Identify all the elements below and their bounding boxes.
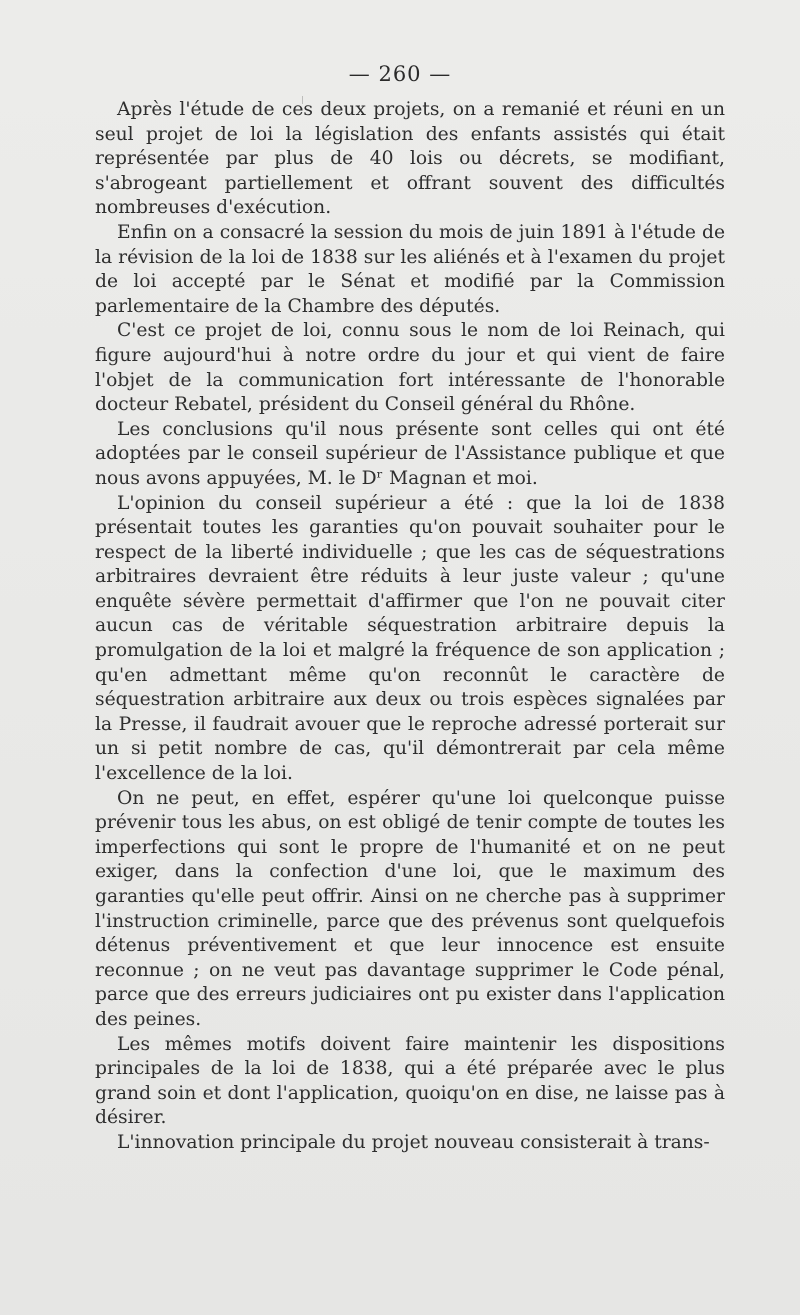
paragraph: L'opinion du conseil supérieur a été : que la loi de 1838 présentait toutes les garanties qu'on pouvait souhaiter pour le respect de la liberté individuelle ; que les cas de séquestrations arbitraires devraient être réduits à leur juste valeur ; qu'une enquête sévère permettait d'affirmer que l'on ne pouvait citer aucun cas de véritable séquestration arbitraire depuis la promulgation de la loi et malgré la fréquence de son application ; qu'en admettant même qu'on reconnût le caractère de séquestration arbitraire aux deux ou trois espèces signalées par la Presse, il faudrait avouer que le reproche adressé porterait sur un si petit nombre de cas, qu'il démontrerait par cela même l'excellence de la loi. bbox=[95, 492, 725, 785]
paragraph: L'innovation principale du projet nouveau consisterait à trans- bbox=[117, 1131, 710, 1153]
paragraph: Les mêmes motifs doivent faire maintenir les dispositions principales de la loi de 1838, qui a été préparée avec le plus grand soin et dont l'application, quoiqu'on en dise, ne laisse pas à désirer. bbox=[95, 1033, 725, 1129]
paragraph: C'est ce projet de loi, connu sous le nom de loi Reinach, qui figure aujourd'hui à notre ordre du jour et qui vient de faire l'objet de la communication fort intéressante de l'honorable docteur Rebatel, président du Conseil général du Rhône. bbox=[95, 320, 725, 416]
paragraph: Après l'étude de ces deux projets, on a remanié et réuni en un seul projet de loi la législation des enfants assistés qui était représentée par plus de 40 lois ou décrets, se modifiant, s'abrogeant partiellement et offrant souvent des difficultés nombreuses d'exécution. bbox=[95, 99, 725, 219]
paragraph: Les conclusions qu'il nous présente sont celles qui ont été adoptées par le conseil supérieur de l'Assistance publique et que nous avons appuyées, M. le Dʳ Magnan et moi. bbox=[95, 418, 725, 489]
body-text bbox=[95, 98, 725, 1156]
paragraph: Enfin on a consacré la session du mois de juin 1891 à l'étude de la révision de la loi de 1838 sur les aliénés et à l'examen du projet de loi accepté par le Sénat et modifié par la Commission parlementaire de la Chambre des députés. bbox=[95, 221, 725, 317]
paragraph: On ne peut, en effet, espérer qu'une loi quelconque puisse prévenir tous les abus, on est obligé de tenir compte de toutes les imperfections qui sont le propre de l'humanité et on ne peut exiger, dans la confection d'une loi, que le maximum des garanties qu'elle peut offrir. Ainsi on ne cherche pas à supprimer l'instruction criminelle, parce que des prévenus sont quelquefois détenus préventivement et que leur innocence est ensuite reconnue ; on ne veut pas davantage supprimer le Code pénal, parce que des erreurs judiciaires ont pu exister dans l'application des peines. bbox=[95, 787, 725, 1030]
page-number: — 260 — bbox=[348, 62, 452, 86]
